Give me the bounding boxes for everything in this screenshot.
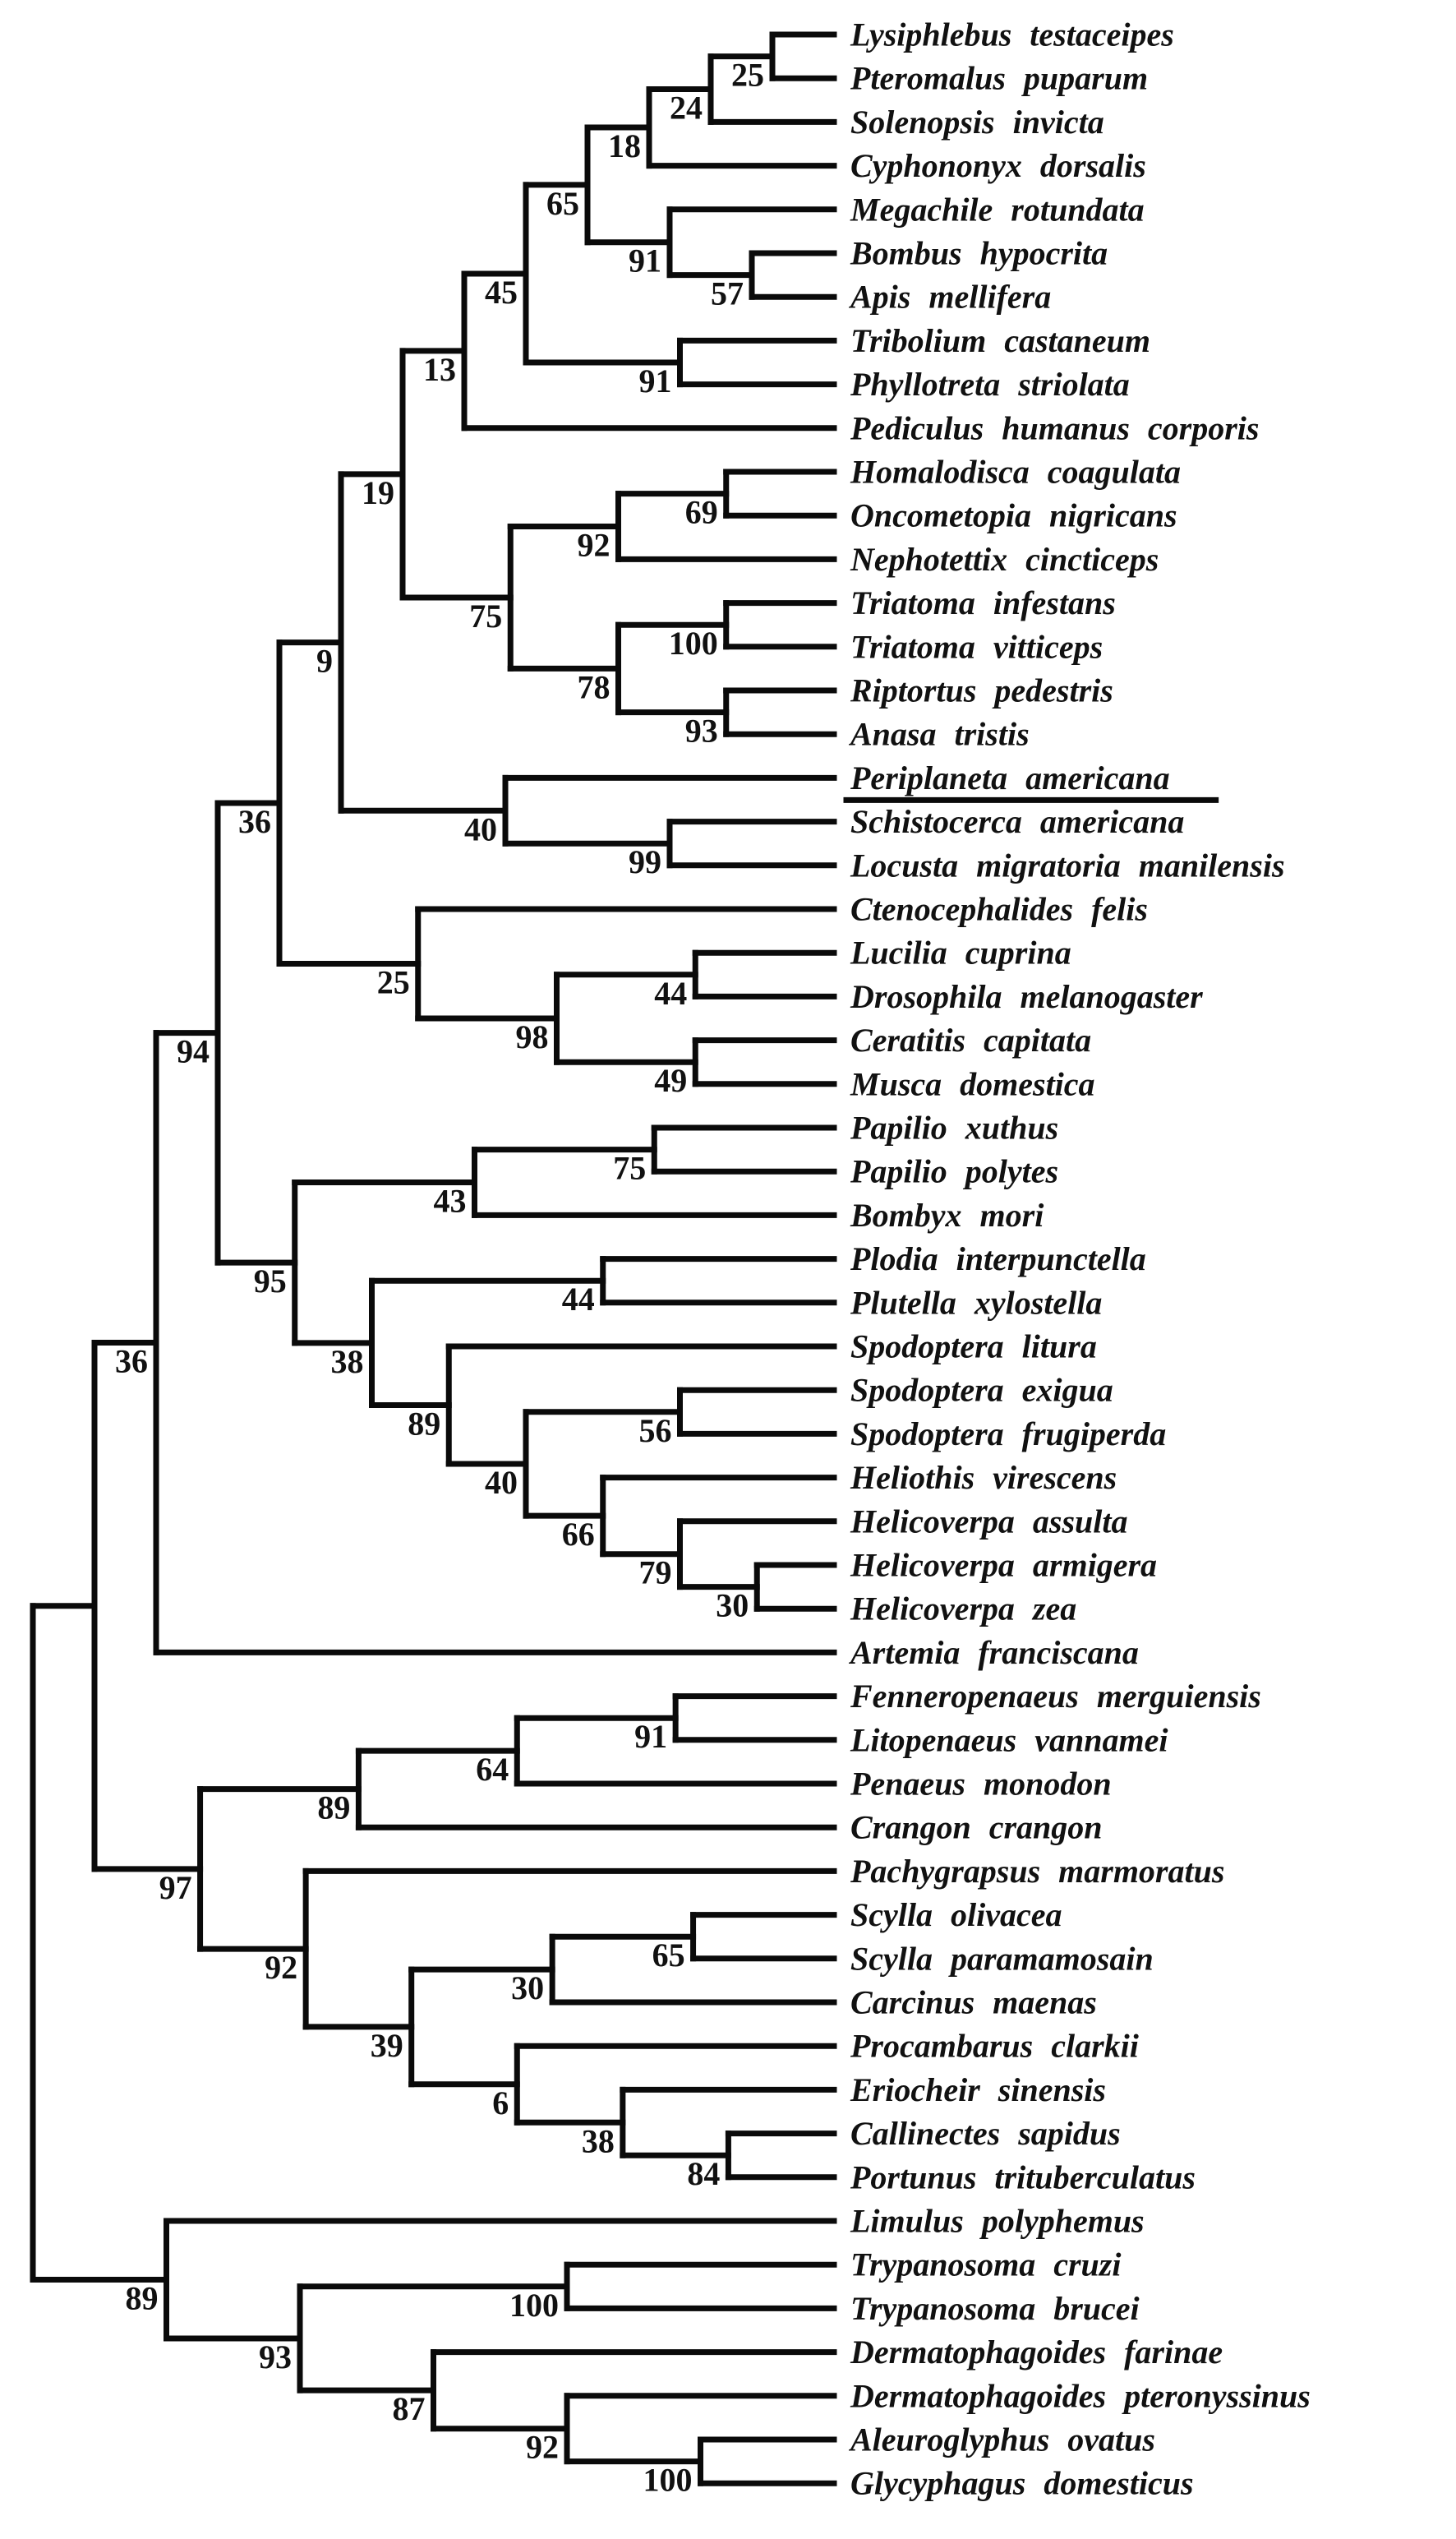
species-label: Triatoma infestans	[850, 584, 1116, 622]
bootstrap-value: 95	[253, 1263, 287, 1300]
bootstrap-value: 92	[526, 2428, 559, 2466]
bootstrap-value: 56	[638, 1411, 672, 1449]
bootstrap-value: 25	[731, 56, 764, 94]
species-label: Tribolium castaneum	[850, 321, 1151, 359]
species-label: Triatoma vitticeps	[850, 628, 1104, 666]
species-label: Spodoptera frugiperda	[850, 1415, 1167, 1452]
bootstrap-value: 84	[687, 2155, 721, 2193]
species-label: Glycyphagus domesticus	[850, 2464, 1194, 2502]
species-label: Portunus trituberculatus	[850, 2158, 1196, 2196]
bootstrap-value: 9	[316, 642, 333, 680]
bootstrap-value: 89	[125, 2279, 159, 2317]
species-label: Megachile rotundata	[850, 191, 1145, 229]
bootstrap-value: 36	[115, 1342, 148, 1380]
bootstrap-value: 24	[670, 89, 703, 127]
species-label: Limulus polyphemus	[850, 2202, 1145, 2240]
bootstrap-value: 43	[433, 1182, 467, 1220]
bootstrap-value: 75	[613, 1149, 647, 1187]
species-label: Scylla paramamosain	[850, 1940, 1154, 1978]
bootstrap-value: 99	[629, 843, 661, 881]
species-label: Homalodisca coagulata	[850, 453, 1181, 491]
species-label: Callinectes sapidus	[850, 2115, 1121, 2153]
species-label: Pediculus humanus corporis	[850, 409, 1260, 447]
species-label: Dermatophagoides pteronyssinus	[850, 2377, 1311, 2415]
species-label: Trypanosoma cruzi	[850, 2246, 1122, 2283]
bootstrap-value: 65	[546, 184, 579, 222]
bootstrap-value: 91	[634, 1718, 668, 1756]
species-label: Papilio polytes	[850, 1152, 1059, 1190]
species-label: Pachygrapsus marmoratus	[850, 1852, 1225, 1890]
species-label: Dermatophagoides farinae	[850, 2334, 1223, 2371]
species-label: Spodoptera litura	[850, 1327, 1097, 1365]
bootstrap-value: 57	[711, 275, 744, 312]
species-label: Pteromalus puparum	[850, 59, 1149, 97]
species-label: Fenneropenaeus merguiensis	[850, 1678, 1261, 1715]
bootstrap-value: 39	[370, 2026, 403, 2064]
species-label: Helicoverpa armigera	[850, 1546, 1158, 1584]
species-label: Litopenaeus vannamei	[850, 1721, 1168, 1759]
species-label: Lucilia cuprina	[850, 934, 1071, 972]
species-label: Riptortus pedestris	[850, 672, 1113, 709]
bootstrap-value: 97	[159, 1868, 192, 1906]
bootstrap-value: 40	[485, 1463, 518, 1501]
species-label: Apis mellifera	[850, 278, 1052, 316]
bootstrap-value: 45	[485, 273, 518, 311]
species-label: Anasa tristis	[850, 715, 1030, 753]
species-label: Crangon crangon	[850, 1808, 1103, 1846]
bootstrap-value: 36	[238, 803, 271, 841]
species-label: Helicoverpa zea	[850, 1590, 1077, 1627]
bootstrap-value: 65	[652, 1937, 685, 1974]
species-label: Bombus hypocrita	[850, 234, 1108, 272]
species-label: Phyllotreta striolata	[850, 366, 1130, 404]
bootstrap-value: 69	[684, 493, 718, 531]
species-label: Cyphononyx dorsalis	[850, 147, 1146, 185]
species-label: Oncometopia nigricans	[850, 496, 1177, 534]
bootstrap-value: 30	[716, 1586, 749, 1624]
bootstrap-value: 66	[561, 1516, 595, 1553]
bootstrap-value: 93	[684, 712, 718, 750]
species-label: Plodia interpunctella	[850, 1240, 1146, 1278]
bootstrap-value: 92	[265, 1949, 298, 1987]
species-label: Ctenocephalides felis	[850, 890, 1148, 928]
species-label: Solenopsis invicta	[850, 103, 1104, 141]
bootstrap-value: 93	[259, 2338, 292, 2375]
bootstrap-value: 38	[330, 1342, 364, 1380]
bootstrap-value: 94	[177, 1032, 210, 1070]
bootstrap-value: 44	[654, 974, 688, 1012]
bootstrap-value: 30	[511, 1969, 545, 2007]
bootstrap-value: 89	[408, 1405, 441, 1443]
species-label: Helicoverpa assulta	[850, 1503, 1128, 1540]
species-label: Trypanosoma brucei	[850, 2289, 1140, 2327]
bootstrap-value: 78	[577, 668, 611, 706]
bootstrap-value: 49	[654, 1062, 688, 1100]
species-label: Ceratitis capitata	[850, 1022, 1092, 1059]
bootstrap-value: 19	[362, 473, 394, 511]
species-label: Plutella xylostella	[850, 1284, 1103, 1322]
species-label: Aleuroglyphus ovatus	[850, 2421, 1155, 2458]
bootstrap-value: 100	[509, 2286, 559, 2324]
bootstrap-value: 13	[423, 350, 456, 388]
species-label: Penaeus monodon	[850, 1765, 1112, 1803]
bootstrap-value: 100	[643, 2461, 693, 2499]
species-label: Artemia franciscana	[850, 1633, 1139, 1671]
species-label: Locusta migratoria manilensis	[850, 847, 1285, 884]
bootstrap-value: 40	[464, 810, 497, 848]
species-label: Lysiphlebus testaceipes	[850, 16, 1174, 53]
bootstrap-value: 87	[392, 2390, 426, 2428]
species-label: Nephotettix cincticeps	[850, 540, 1159, 578]
species-label: Musca domestica	[850, 1065, 1095, 1103]
species-label: Scylla olivacea	[850, 1896, 1062, 1934]
bootstrap-value: 100	[668, 625, 718, 662]
bootstrap-value: 44	[561, 1281, 595, 1318]
species-label: Heliothis virescens	[850, 1459, 1117, 1497]
bootstrap-value: 25	[376, 963, 410, 1001]
species-label: Schistocerca americana	[850, 803, 1185, 841]
bootstrap-value: 92	[577, 526, 611, 564]
bootstrap-value: 75	[469, 597, 503, 635]
bootstrap-value: 91	[638, 362, 672, 399]
species-label: Bombyx mori	[850, 1196, 1044, 1234]
bootstrap-value: 79	[638, 1553, 672, 1591]
species-label: Spodoptera exigua	[850, 1371, 1113, 1409]
bootstrap-value: 89	[317, 1789, 351, 1826]
bootstrap-value: 91	[629, 242, 661, 279]
bootstrap-value: 6	[492, 2084, 509, 2121]
bootstrap-value: 18	[608, 127, 641, 165]
species-label: Drosophila melanogaster	[850, 977, 1203, 1015]
bootstrap-value: 98	[515, 1018, 549, 1055]
species-label: Procambarus clarkii	[850, 2027, 1139, 2065]
species-label: Periplaneta americana	[850, 759, 1170, 796]
species-label: Eriocheir sinensis	[850, 2070, 1106, 2108]
bootstrap-value: 38	[581, 2122, 615, 2160]
species-label: Papilio xuthus	[850, 1109, 1059, 1147]
species-label: Carcinus maenas	[850, 1983, 1097, 2021]
bootstrap-value: 64	[476, 1751, 509, 1789]
